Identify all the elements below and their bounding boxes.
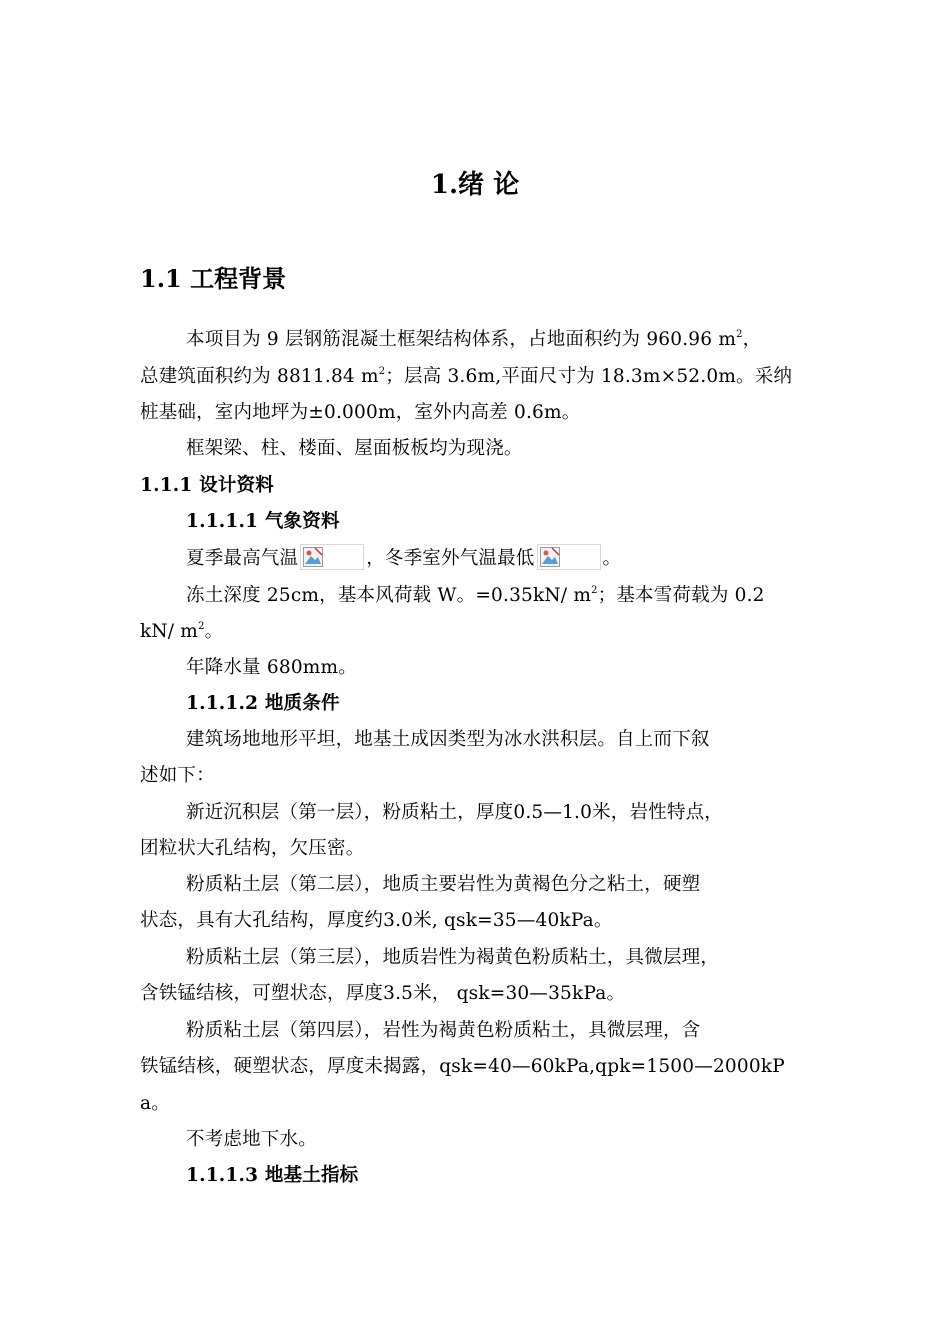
paragraph-line: 述如下： <box>140 765 215 786</box>
subsubsection-title: 1.1.1.1 气象资料 <box>186 511 340 532</box>
paragraph-line: a。 <box>140 1093 170 1114</box>
broken-image-icon <box>537 544 601 570</box>
paragraph-line: 铁锰结核，硬塑状态，厚度未揭露，qsk=40—60kPa,qpk=1500—2000kP <box>140 1056 785 1077</box>
paragraph-line: 框架梁、柱、楼面、屋面板板均为现浇。 <box>186 438 523 459</box>
paragraph-line: 冻土深度 25cm，基本风荷载 W。=0.35kN/ $m^2$；基本雪荷载为 0.2 <box>186 585 765 606</box>
paragraph-line: 含铁锰结核，可塑状态，厚度3.5米， qsk=30—35kPa。 <box>140 983 626 1004</box>
paragraph-line: 本项目为 9 层钢筋混凝土框架结构体系，占地面积约为 960.96 $m^2$， <box>186 329 762 350</box>
subsection-title: 1.1.1 设计资料 <box>140 475 274 496</box>
paragraph-line: 桩基础，室内地坪为±0.000m，室外内高差 0.6m。 <box>140 402 581 423</box>
paragraph-line: 状态，具有大孔结构，厚度约3.0米, qsk=35—40kPa。 <box>140 910 613 931</box>
paragraph-line: 不考虑地下水。 <box>186 1129 317 1150</box>
weather-line: 夏季最高气温 ，冬季室外气温最低 。 <box>186 544 876 572</box>
paragraph-line: 粉质粘土层（第三层），地质岩性为褐黄色粉质粘土，具微层理， <box>186 947 720 968</box>
paragraph-line: 新近沉积层（第一层），粉质粘土，厚度0.5—1.0米，岩性特点， <box>186 802 723 823</box>
paragraph-line: 总建筑面积约为 8811.84 $m^2$；层高 3.6m,平面尺寸为 18.3m×52.0m。采纳 <box>140 366 793 387</box>
subsubsection-title: 1.1.1.3 地基土指标 <box>186 1165 359 1186</box>
broken-image-icon <box>300 544 364 570</box>
subsubsection-title: 1.1.1.2 地质条件 <box>186 693 340 714</box>
paragraph-line: 粉质粘土层（第二层），地质主要岩性为黄褐色分之粘土，硬塑 <box>186 874 701 895</box>
paragraph-line: 粉质粘土层（第四层），岩性为褐黄色粉质粘土，具微层理，含 <box>186 1020 701 1041</box>
chapter-title: 1.绪 论 <box>430 170 520 200</box>
paragraph-line: kN/ $m^2$。 <box>140 621 224 642</box>
paragraph-line: 年降水量 680mm。 <box>186 657 357 678</box>
section-title: 1.1 工程背景 <box>140 264 287 293</box>
paragraph-line: 建筑场地地形平坦，地基土成因类型为冰水洪积层。自上而下叙 <box>186 729 710 750</box>
paragraph-line: 团粒状大孔结构，欠压密。 <box>140 838 365 859</box>
